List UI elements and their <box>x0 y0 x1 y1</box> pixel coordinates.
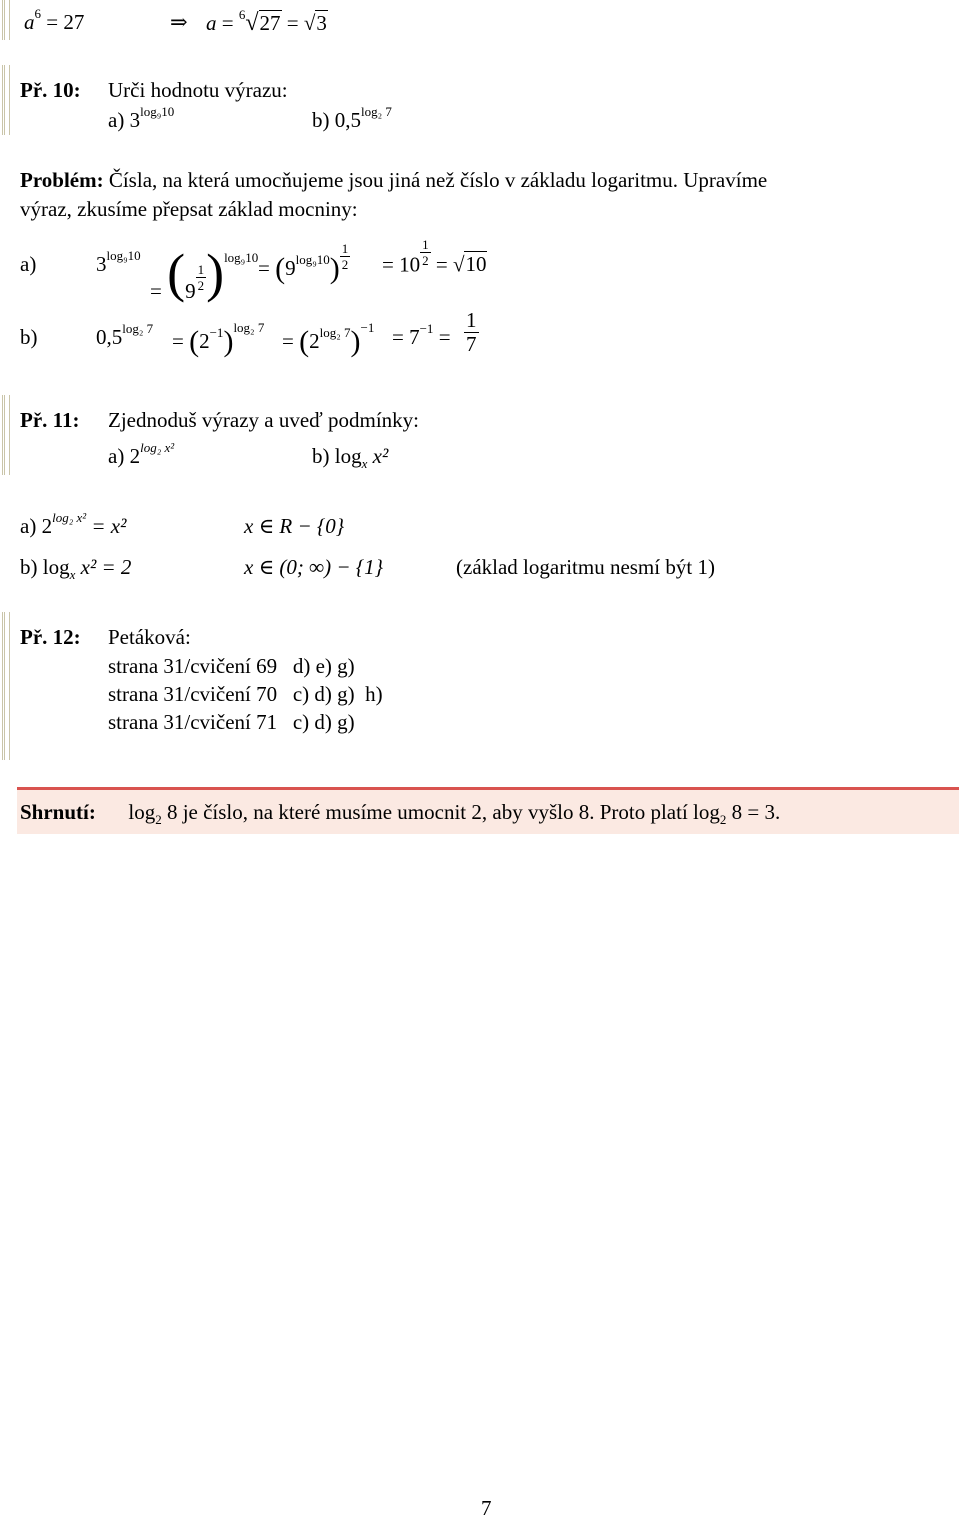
solution-11b: b) $\log_x x^2 = 2$ <box>20 555 132 582</box>
margin-bar <box>2 395 10 475</box>
problem-line-2: výraz, zkusíme přepsat základ mocniny: <box>20 197 358 221</box>
solution-10b-lhs: $0,5^{log_2 7}$ <box>96 321 154 349</box>
exercise-line: strana 31/cvičení 69 d) e) g) <box>108 654 355 678</box>
solution-11a-condition: x ∈ R − {0} <box>244 514 345 538</box>
example-11-label: Př. 11: <box>20 408 80 432</box>
example-12-title: Petáková: <box>108 625 191 649</box>
margin-bar <box>2 612 10 760</box>
example-11-b: b) $\log_x x^2$ <box>312 444 389 471</box>
problem-line-1: Problém: Čísla, na která umocňujeme jsou jiná než číslo v základu logaritmu. Upravíme <box>20 168 768 192</box>
solution-11a: a) $2^{log_2 x^2} = x^2$ <box>20 510 127 538</box>
solution-10a-step2: = $(9^{log_910})$ $\frac{1}{2}$ <box>258 240 349 285</box>
solution-11b-note: (základ logaritmu nesmí být 1) <box>456 555 715 579</box>
exercise-line: strana 31/cvičení 70 c) d) g) h) <box>108 682 383 706</box>
margin-bar <box>2 65 10 135</box>
margin-bar <box>2 0 10 40</box>
root-expression: a = $^6$√27 = √3 <box>206 7 327 36</box>
example-12-label: Př. 12: <box>20 625 81 649</box>
example-11-a: a) $2^{log_2 x^2}$ <box>108 440 175 468</box>
solution-10b-step1: = $(2^{-1})^{log_2 7}$ <box>172 320 265 358</box>
solution-10b-label: b) <box>20 325 38 349</box>
implies-arrow: ⇒ <box>170 10 188 34</box>
example-10-b: b) $0,5^{log_2 7}$ <box>312 104 392 132</box>
example-11-title: Zjednoduš výrazy a uveď podmínky: <box>108 408 420 432</box>
solution-10b-step3: = $7^{-1}$ = <box>392 321 451 349</box>
solution-10a-lhs: $3^{log_910}$ <box>96 248 141 276</box>
solution-10a-step3: = 10 $\frac{1}{2}$ = √10 <box>382 237 487 277</box>
solution-10b-step2: = $(2^{log_2 7})^{-1}$ <box>282 320 375 358</box>
top-equation: $a^6 = 27$ <box>24 6 85 34</box>
solution-11b-condition: x ∈ (0; ∞) − {1} <box>244 555 384 579</box>
example-10-a: a) $3^{log_910}$ <box>108 104 175 132</box>
solution-10b-fraction: $\frac{1}{7}$ <box>466 308 477 356</box>
summary-text: Shrnutí: $\log_2 8$ je číslo, na které musíme umocnit 2, aby vyšlo 8. Proto platí $\log_2 8 = 3$. <box>20 800 781 827</box>
page-number: 7 <box>481 1496 492 1520</box>
example-10-label: Př. 10: <box>20 78 81 102</box>
solution-10a-label: a) <box>20 252 37 276</box>
exercise-line: strana 31/cvičení 71 c) d) g) <box>108 710 355 734</box>
solution-10a-step1: = (9 $\frac{1}{2}$ )$^{log_910}$ <box>150 243 259 303</box>
example-10-title: Urči hodnotu výrazu: <box>108 78 288 102</box>
